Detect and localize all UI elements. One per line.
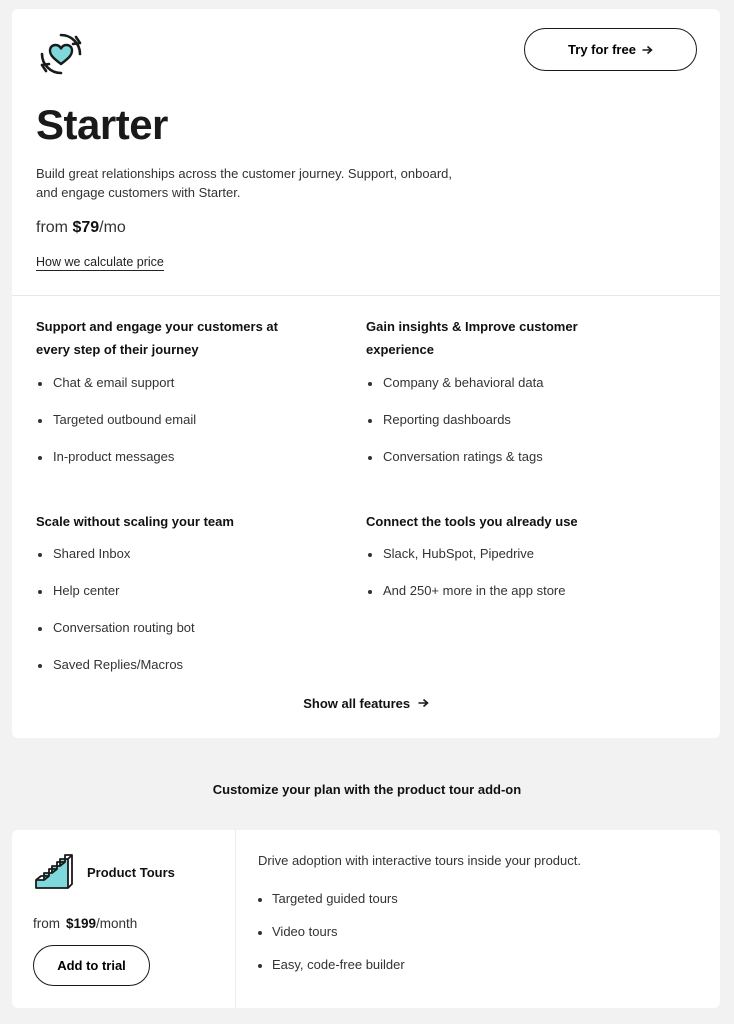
feature-list [366,375,666,486]
price-prefix: from [36,219,73,236]
plan-price [36,219,126,237]
feature-group-support [36,315,336,486]
addon-description: Drive adoption with interactive tours inside your product. [258,853,581,868]
addon-price [33,916,137,931]
list-item: Conversation ratings & tags [366,449,666,486]
addon-feature-list [258,891,405,990]
feature-list [36,375,336,486]
addon-price-amount: $199 [66,916,97,931]
addon-name: Product Tours [87,865,175,880]
feature-list [36,546,336,694]
try-for-free-label: Try for free [568,42,636,57]
addon-heading: Customize your plan with the product tour add-on [212,782,522,797]
add-to-trial-button[interactable]: Add to trial [33,945,150,986]
how-we-calculate-price-link[interactable]: How we calculate price [36,255,164,269]
addon-price-prefix: from [33,916,60,931]
divider [12,295,720,296]
feature-group-insights [366,315,666,486]
list-item: Reporting dashboards [366,412,666,449]
list-item: Easy, code-free builder [258,957,405,990]
list-item: Conversation routing bot [36,620,336,657]
list-item: Targeted outbound email [36,412,336,449]
list-item: In-product messages [36,449,336,486]
feature-list [366,546,666,620]
feature-group-heading: Support and engage your customers at every step of their journey [36,319,278,357]
feature-group-scale [36,510,336,694]
list-item: Help center [36,583,336,620]
addon-price-suffix: /month [96,916,138,931]
try-for-free-button[interactable] [524,28,697,71]
list-item: Chat & email support [36,375,336,412]
feature-group-heading: Scale without scaling your team [36,514,234,529]
heart-cycle-icon [36,29,86,79]
list-item: Targeted guided tours [258,891,405,924]
feature-group-heading: Gain insights & Improve customer experience [366,319,578,357]
addon-card [12,830,720,1008]
arrow-right-icon [642,45,653,55]
plan-title: Starter [36,101,168,148]
addon-divider [235,830,236,1008]
list-item: Shared Inbox [36,546,336,583]
price-amount: $79 [72,219,100,236]
plan-description: Build great relationships across the customer journey. Support, onboard, and engage customers with Starter. [36,166,452,200]
arrow-right-icon [418,698,429,708]
show-all-features-link[interactable] [12,696,720,711]
show-all-features-label: Show all features [303,696,411,711]
list-item: Company & behavioral data [366,375,666,412]
list-item: And 250+ more in the app store [366,583,666,620]
list-item: Slack, HubSpot, Pipedrive [366,546,666,583]
stairs-icon [32,850,76,894]
feature-group-heading: Connect the tools you already use [366,514,578,529]
price-suffix: /mo [99,219,126,236]
plan-card [12,9,720,738]
feature-group-connect [366,510,666,620]
list-item: Video tours [258,924,405,957]
list-item: Saved Replies/Macros [36,657,336,694]
